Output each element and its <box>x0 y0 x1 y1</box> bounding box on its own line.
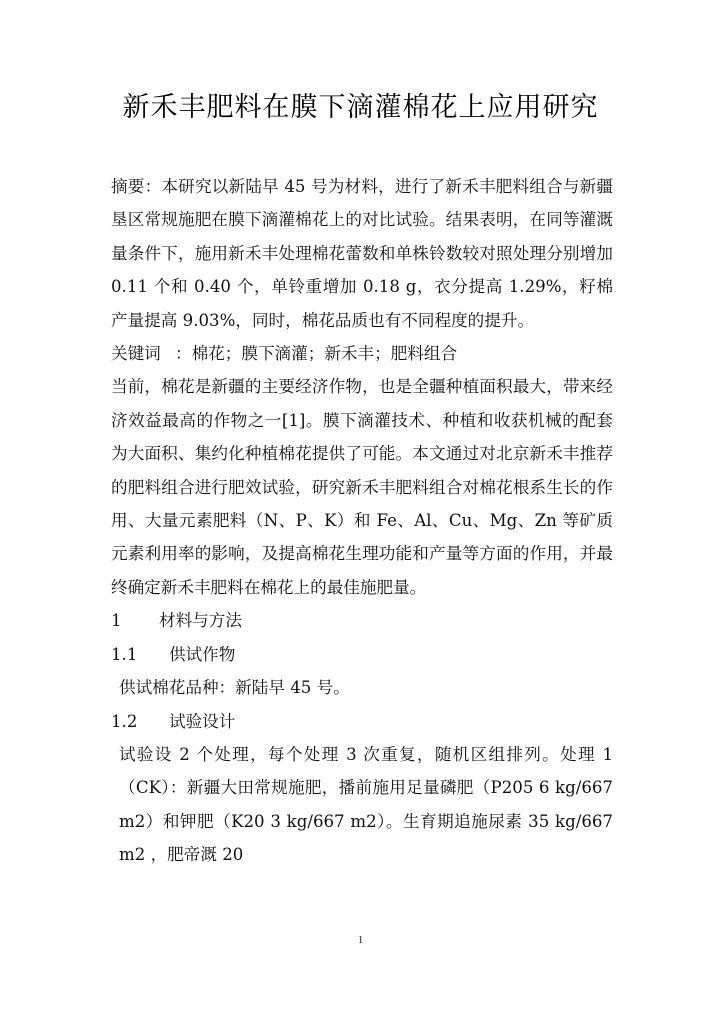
section-heading-1-1 <box>111 638 613 671</box>
keywords-label: 关键词 <box>111 344 161 364</box>
section-number: 1.2 <box>111 711 138 731</box>
document-body <box>111 170 613 872</box>
section-number: 1.1 <box>111 644 138 664</box>
design-paragraph: 试验设 2 个处理，每个处理 3 次重复，随机区组排列。处理 1（CK）：新疆大田常规施肥，播前施用足量磷肥（P205 6 kg/667 m2）和钾肥（K20 3 kg/667 m2）。生育期追施尿素 35 kg/667 m2 ，肥帝溉 20 <box>119 744 613 865</box>
section-title: 试验设计 <box>169 711 236 731</box>
section-heading-1-2 <box>111 705 613 738</box>
crop-paragraph: 供试棉花品种：新陆早 45 号。 <box>119 678 350 698</box>
intro-paragraph: 当前，棉花是新疆的主要经济作物，也是全疆种植面积最大，带来经济效益最高的作物之一[1]。膜下滴灌技术、种植和收获机械的配套为大面积、集约化种植棉花提供了可能。本文通过对北京新禾丰推荐的肥料组合进行肥效试验，研究新禾丰肥料组合对棉花根系生长的作用、大量元素肥料（N、P、K）和 Fe、Al、Cu、Mg、Zn 等矿质元素利用率的影响，及提高棉花生理功能和产量等方面的作用，并最终确定新禾丰肥料在棉花上的最佳施肥量。 <box>111 377 613 597</box>
section-title: 供试作物 <box>169 644 236 664</box>
page-number: 1 <box>357 934 364 946</box>
section-number: 1 <box>111 611 122 631</box>
section-heading-1 <box>111 604 613 637</box>
abstract-paragraph: 摘要：本研究以新陆早 45 号为材料，进行了新禾丰肥料组合与新疆垦区常规施肥在膜下滴灌棉花上的对比试验。结果表明，在同等灌溉量条件下，施用新禾丰处理棉花蕾数和单株铃数较对照处理分别增加 0.11 个和 0.40 个，单铃重增加 0.18 g，衣分提高 1.29%，籽棉产量提高 9.03%，同时，棉花品质也有不同程度的提升。 <box>111 177 613 330</box>
section-title: 材料与方法 <box>159 611 242 631</box>
document-title: 新禾丰肥料在膜下滴灌棉花上应用研究 <box>122 92 599 123</box>
keywords-line <box>111 337 613 370</box>
keywords-text: ：棉花；膜下滴灌；新禾丰；肥料组合 <box>175 344 458 364</box>
